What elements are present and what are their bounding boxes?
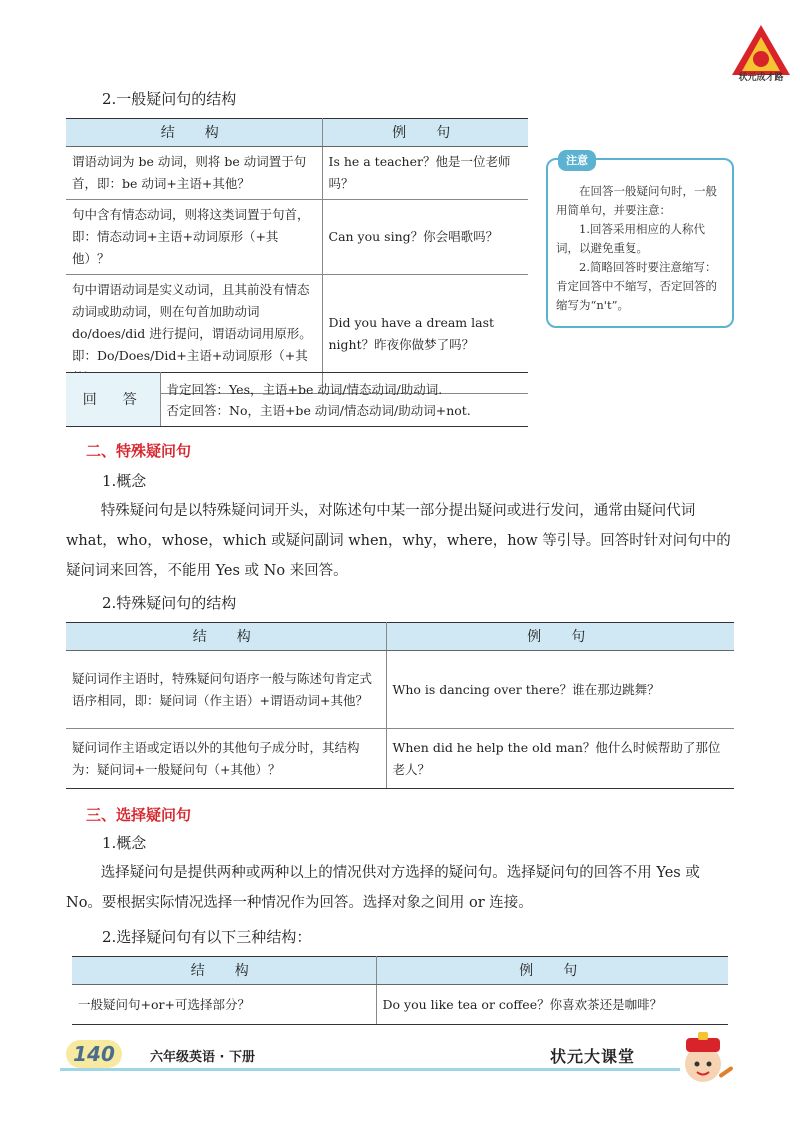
table-header-structure: 结 构: [72, 957, 376, 985]
section3-paragraph: 选择疑问句是提供两种或两种以上的情况供对方选择的疑问句。选择疑问句的回答不用 Yes 或 No。要根据实际情况选择一种情况作为回答。选择对象之间用 or 连接。: [66, 865, 700, 911]
table-header-example: 例 句: [376, 957, 728, 985]
answer-label: 回 答: [66, 373, 160, 427]
table-header-example: 例 句: [386, 623, 734, 651]
section3-subtitle: 2.选择疑问句有以下三种结构：: [102, 928, 312, 946]
section3-title: 三、选择疑问句: [86, 806, 192, 824]
table-row: [66, 729, 734, 789]
mascot-icon: [668, 1030, 738, 1094]
table-row: [72, 985, 728, 1025]
table-cell-example: When did he help the old man？他什么时候帮助了那位老人？: [386, 729, 734, 789]
table-cell-structure: 一般疑问句+or+可选择部分？: [72, 985, 376, 1025]
note-tag: 注意: [558, 150, 596, 171]
table-cell-example: Who is dancing over there？谁在那边跳舞？: [386, 651, 734, 729]
table-row: [66, 200, 528, 275]
logo-text: 状元成才路: [738, 73, 784, 83]
table-cell-example: Is he a teacher？他是一位老师吗？: [322, 147, 528, 200]
section2-paragraph: 特殊疑问句是以特殊疑问词开头，对陈述句中某一部分提出疑问或进行发问，通常由疑问代词 what，who，whose，which 或疑问副词 when，why，where，how 等引导。回答时针对问句中的疑问词来回答，不能用 Yes 或 No 来回答。: [66, 503, 731, 579]
section1-subtitle: 2.一般疑问句的结构: [102, 90, 237, 108]
table-cell-example: Can you sing？你会唱歌吗？: [322, 200, 528, 275]
answer-negative: 否定回答：No，主语+be 动词/情态动词/助动词+not.: [166, 402, 471, 418]
brand-name: 状元大课堂: [550, 1047, 636, 1066]
answer-cell: [160, 373, 528, 427]
table-cell-example: Did you have a dream last night？昨夜你做梦了吗？: [322, 275, 528, 394]
answer-positive: 肯定回答：Yes，主语+be 动词/情态动词/助动词.: [166, 381, 443, 397]
table-cell-structure: 疑问词作主语时，特殊疑问句语序一般与陈述句肯定式语序相同，即：疑问词（作主语）+谓语动词+其他？: [66, 651, 386, 729]
table-header-example: 例 句: [322, 119, 528, 147]
table-cell-structure: 句中含有情态动词，则将这类词置于句首，即：情态动词+主语+动词原形（+其他）？: [66, 200, 322, 275]
table-header-structure: 结 构: [66, 119, 322, 147]
page-number: 140: [66, 1040, 122, 1068]
note-item-1: 1.回答采用相应的人称代词，以避免重复。: [556, 222, 705, 255]
section2-subtitle: 2.特殊疑问句的结构: [102, 594, 237, 612]
table-cell-structure: 疑问词作主语或定语以外的其他句子成分时，其结构为：疑问词+一般疑问句（+其他）？: [66, 729, 386, 789]
book-title: 六年级英语 · 下册: [150, 1050, 255, 1065]
general-question-table: [66, 118, 528, 394]
table-header-structure: 结 构: [66, 623, 386, 651]
footer-divider: [60, 1068, 680, 1071]
choice-question-table: [72, 956, 728, 1025]
note-item-2: 2.简略回答时要注意缩写：肯定回答中不缩写，否定回答的缩写为“n't”。: [556, 260, 717, 312]
answer-table: [66, 372, 528, 427]
note-box: [546, 154, 734, 328]
table-row: [66, 651, 734, 729]
table-cell-structure: 谓语动词为 be 动词，则将 be 动词置于句首，即：be 动词+主语+其他？: [66, 147, 322, 200]
table-row: [66, 147, 528, 200]
table-cell-example: Do you like tea or coffee？你喜欢茶还是咖啡？: [376, 985, 728, 1025]
section2-concept-label: 1.概念: [102, 472, 147, 490]
note-intro: 在回答一般疑问句时，一般用简单句，并要注意：: [556, 184, 717, 217]
section3-concept-label: 1.概念: [102, 834, 147, 852]
section2-title: 二、特殊疑问句: [86, 442, 192, 460]
table-cell-structure: 句中谓语动词是实义动词，且其前没有情态动词或助动词，则在句首加助动词 do/does/did 进行提问，谓语动词用原形。即：Do/Does/Did+主语+动词原形（+其: [66, 275, 322, 394]
special-question-table: [66, 622, 734, 789]
